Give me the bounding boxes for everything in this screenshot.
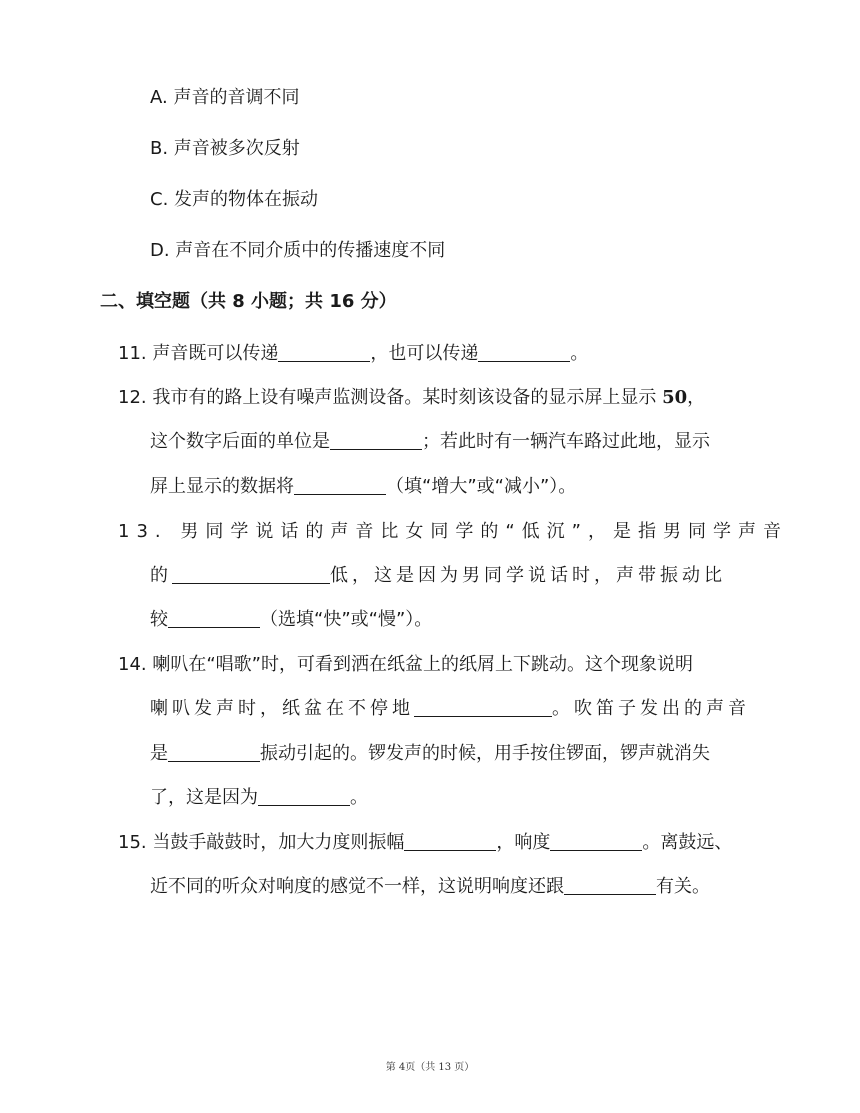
answer-blank bbox=[172, 563, 330, 584]
q11-text-3: 。 bbox=[570, 343, 589, 364]
question-13-line-1: 13. 男同学说话的声音比女同学的“低沉”，是指男同学声音 bbox=[118, 521, 788, 542]
q14-text-3b: 振动引起的。锣发声的时候，用手按住锣面，锣声就消失 bbox=[260, 743, 710, 764]
question-12-line-2 bbox=[150, 429, 710, 455]
q14-text-2b: 。吹笛子发出的声音 bbox=[552, 698, 750, 719]
answer-blank bbox=[258, 785, 350, 806]
q12-text-1-end: ， bbox=[687, 387, 706, 408]
answer-blank bbox=[564, 874, 656, 895]
q14-text-4a: 了，这是因为 bbox=[150, 787, 258, 808]
question-13-line-3 bbox=[150, 607, 432, 633]
question-14-line-4 bbox=[150, 785, 368, 811]
q12-text-1: 12. 我市有的路上设有噪声监测设备。某时刻该设备的显示屏上显示 bbox=[118, 387, 663, 408]
answer-blank bbox=[278, 341, 370, 362]
question-15-line-1 bbox=[118, 830, 732, 856]
q13-text-2b: 低，这是因为男同学说话时，声带振动比 bbox=[330, 565, 726, 586]
q12-text-2a: 这个数字后面的单位是 bbox=[150, 431, 330, 452]
section-title: 二、填空题（共 8 小题；共 16 分） bbox=[100, 291, 397, 312]
answer-blank bbox=[168, 741, 260, 762]
option-c: C. 发声的物体在振动 bbox=[150, 189, 319, 210]
q12-text-2b: ；若此时有一辆汽车路过此地，显示 bbox=[422, 431, 710, 452]
page-footer: 第 4页（共 13 页） bbox=[385, 1062, 475, 1073]
option-d: D. 声音在不同介质中的传播速度不同 bbox=[150, 240, 446, 261]
q14-text-3a: 是 bbox=[150, 743, 168, 764]
q12-text-3a: 屏上显示的数据将 bbox=[150, 476, 294, 497]
answer-blank bbox=[168, 607, 260, 628]
question-14-line-3 bbox=[150, 741, 710, 767]
q11-text-2: ，也可以传递 bbox=[370, 343, 479, 364]
q12-text-3b: （填“增大”或“减小”）。 bbox=[386, 476, 577, 497]
question-14-line-2 bbox=[150, 696, 750, 722]
q11-text-1: 11. 声音既可以传递 bbox=[118, 343, 279, 364]
q12-number: 50 bbox=[662, 387, 688, 408]
option-a: A. 声音的音调不同 bbox=[150, 87, 300, 108]
q13-text-3a: 较 bbox=[150, 609, 168, 630]
answer-blank bbox=[330, 429, 422, 450]
answer-blank bbox=[414, 696, 552, 717]
q15-text-1b: ，响度 bbox=[496, 832, 551, 853]
answer-blank bbox=[294, 474, 386, 495]
answer-blank bbox=[404, 830, 496, 851]
q15-text-1c: 。离鼓远、 bbox=[642, 832, 733, 853]
question-14-line-1: 14. 喇叭在“唱歌”时，可看到洒在纸盆上的纸屑上下跳动。这个现象说明 bbox=[118, 654, 693, 675]
q15-text-2a: 近不同的听众对响度的感觉不一样，这说明响度还跟 bbox=[150, 876, 564, 897]
q14-text-4b: 。 bbox=[350, 787, 368, 808]
q15-text-2b: 有关。 bbox=[656, 876, 710, 897]
question-15-line-2 bbox=[150, 874, 710, 900]
question-11 bbox=[118, 341, 588, 367]
q13-text-2a: 的 bbox=[150, 565, 172, 586]
q15-text-1a: 15. 当鼓手敲鼓时，加大力度则振幅 bbox=[118, 832, 405, 853]
question-13-line-2 bbox=[150, 563, 726, 589]
q14-text-2a: 喇叭发声时，纸盆在不停地 bbox=[150, 698, 414, 719]
question-12-line-1 bbox=[118, 385, 705, 411]
q13-text-3b: （选填“快”或“慢”）。 bbox=[260, 609, 433, 630]
answer-blank bbox=[550, 830, 642, 851]
answer-blank bbox=[478, 341, 570, 362]
option-b: B. 声音被多次反射 bbox=[150, 138, 300, 159]
question-12-line-3 bbox=[150, 474, 576, 500]
